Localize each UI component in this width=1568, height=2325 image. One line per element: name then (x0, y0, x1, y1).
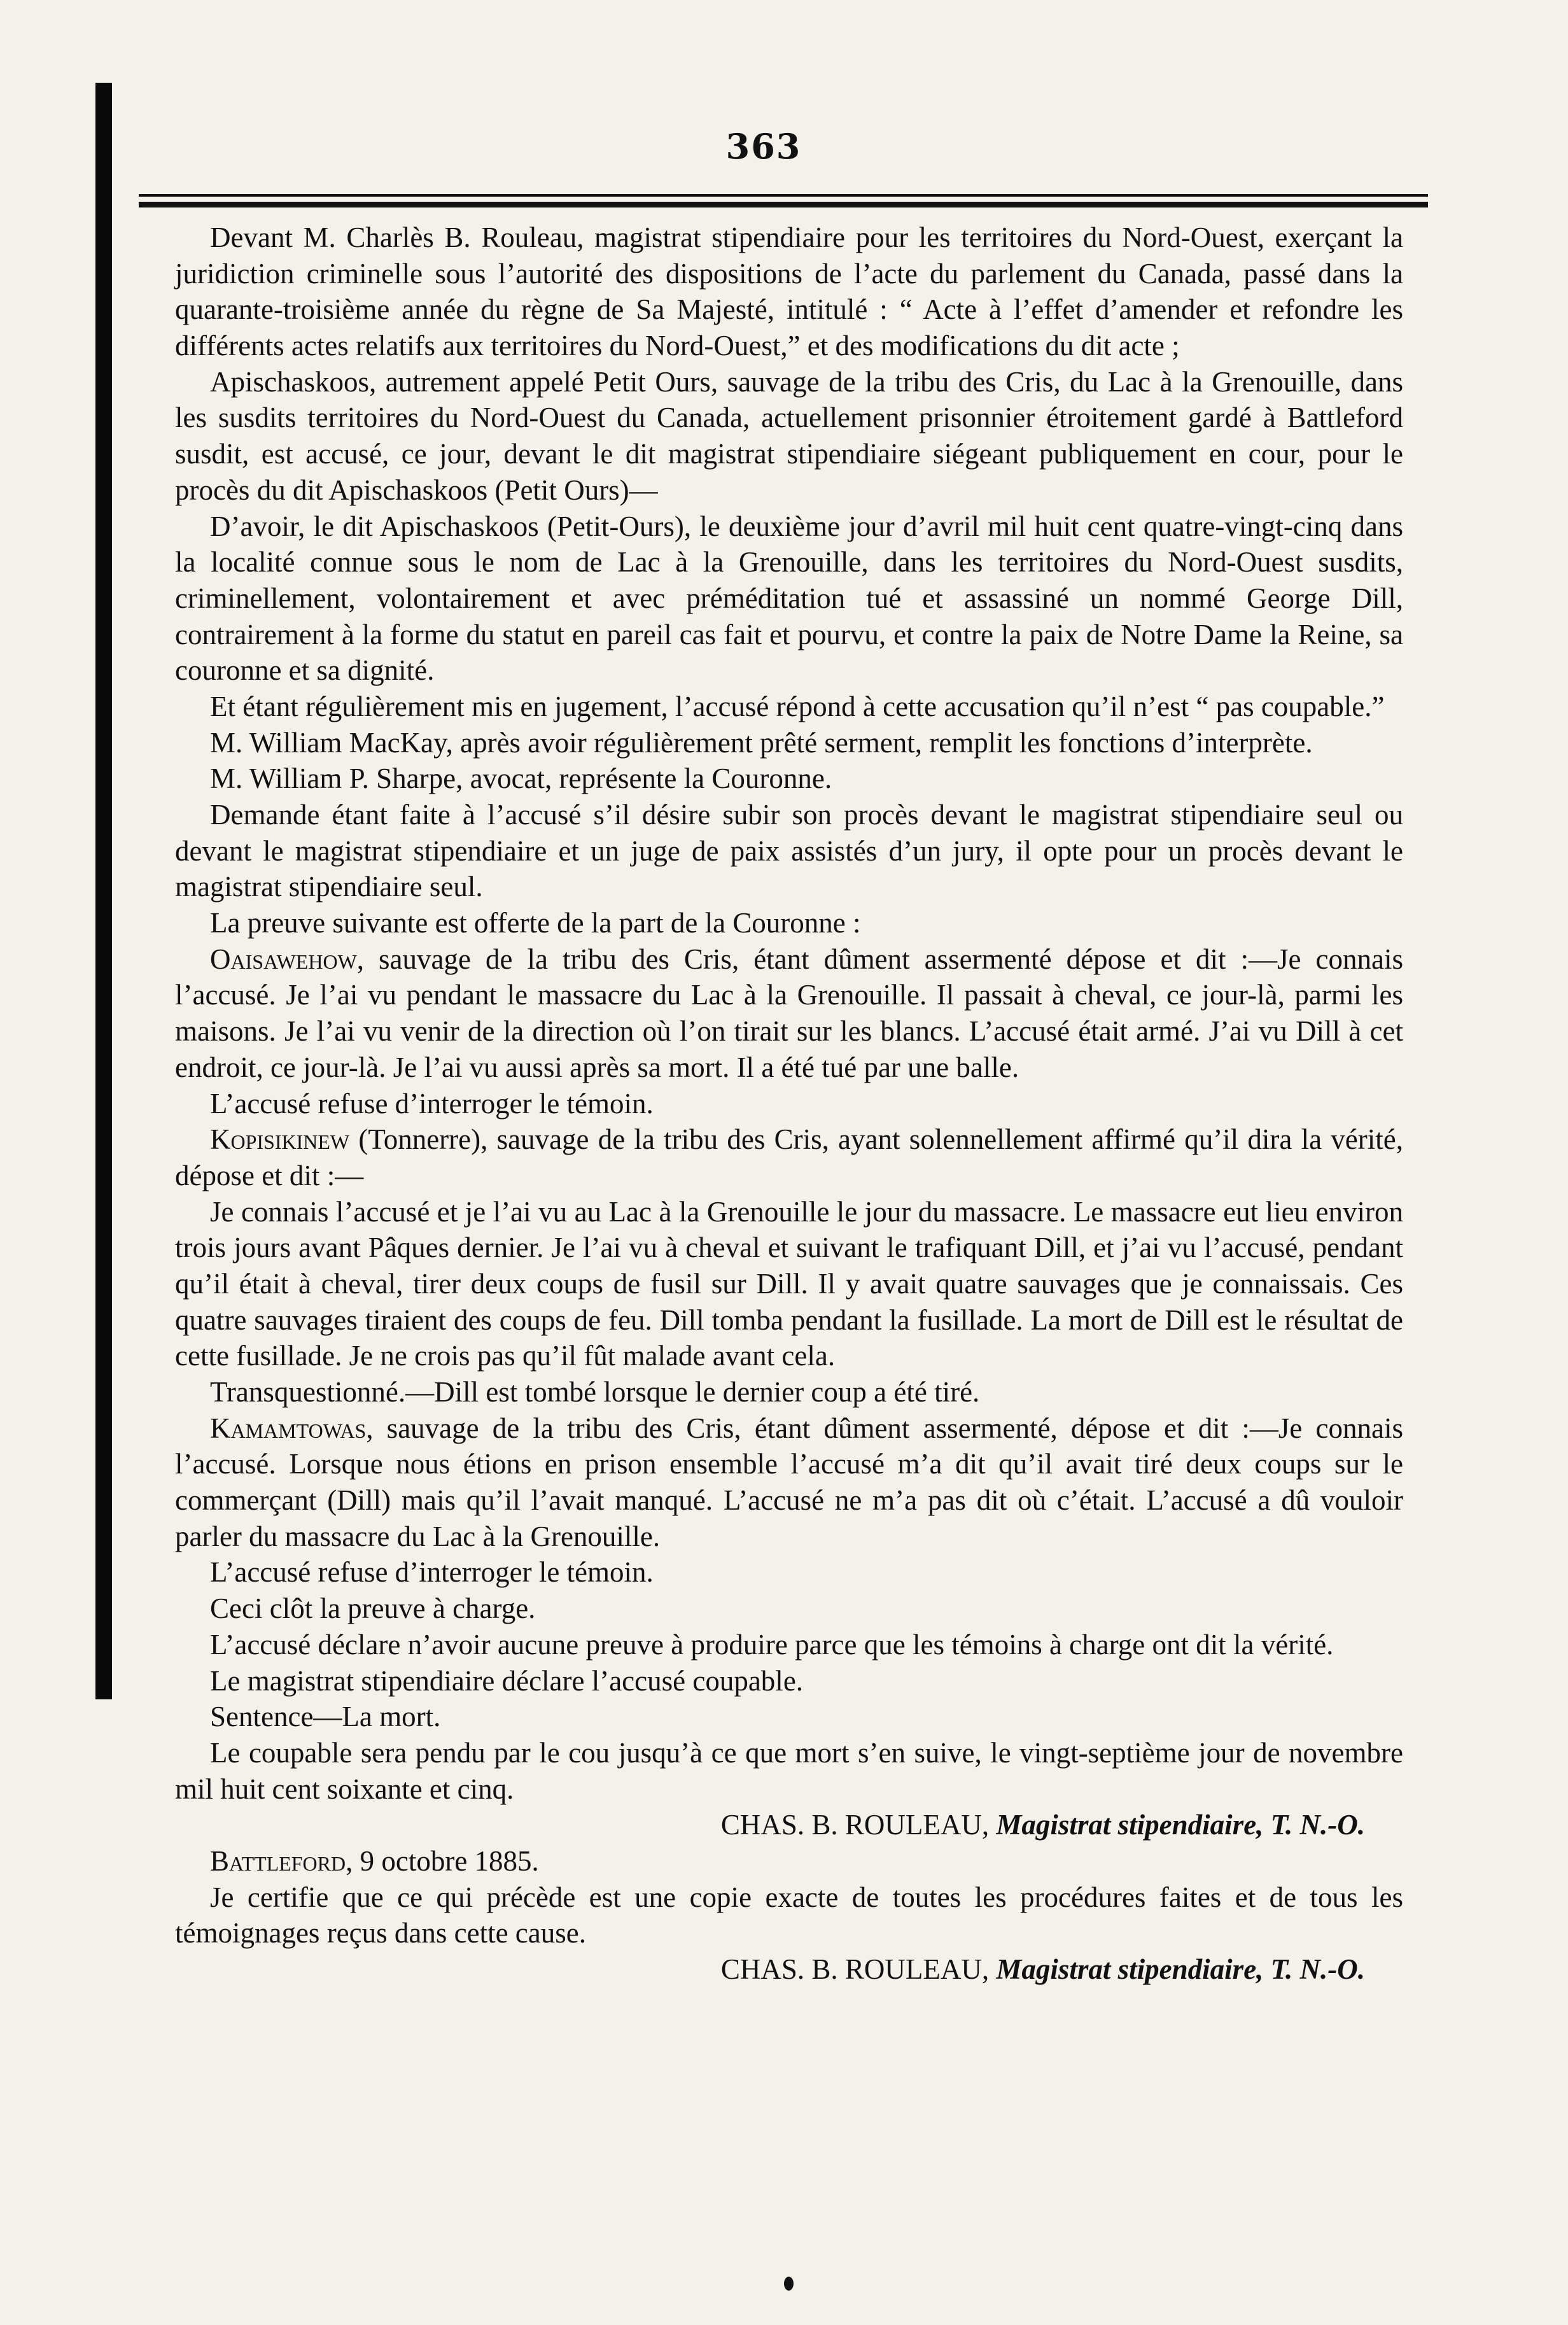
paragraph (175, 725, 1403, 761)
text-run: Je certifie que ce qui précède est une copie exacte de toutes les procédures faites et de tous les témoignages reçus dans cette cause. (175, 1881, 1403, 1949)
text-run: Transquestionné.—Dill est tombé lorsque le dernier coup a été tiré. (210, 1376, 980, 1408)
witness-name: Battleford (210, 1844, 346, 1877)
paragraph (175, 1735, 1403, 1807)
text-run: , sauvage de la tribu des Cris, étant dûment assermenté, dépose et dit :—Je connais l’accusé. Lorsque nous étions en prison ensemble l’accusé m’a dit qu’il avait tiré deux coups sur le commerçant (Dill) mais qu’il l’avait manqué. L’accusé ne m’a pas dit où c’était. L’accusé a dû vouloir parler du massacre du Lac à la Grenouille. (175, 1412, 1403, 1552)
paragraph (175, 1843, 1403, 1879)
paragraph (175, 905, 1403, 941)
ink-dot (784, 2277, 794, 2291)
document-body (175, 220, 1403, 1988)
paragraph (175, 1879, 1403, 1951)
text-run: L’accusé refuse d’interroger le témoin. (210, 1087, 654, 1120)
paragraph (175, 1554, 1403, 1591)
paragraph (175, 1194, 1403, 1374)
text-run: M. William P. Sharpe, avocat, représente la Couronne. (210, 762, 832, 795)
text-run: Sentence—La mort. (210, 1701, 441, 1733)
text-run: CHAS. B. ROULEAU, (720, 1809, 997, 1841)
text-run: Ceci clôt la preuve à charge. (210, 1592, 536, 1625)
paragraph (175, 1410, 1403, 1555)
text-run: Je connais l’accusé et je l’ai vu au Lac à la Grenouille le jour du massacre. Le massacre eut lieu environ trois jours avant Pâques dernier. Je l’ai vu à cheval et suivant le trafiquant Dill, et j’ai vu l’accusé, pendant qu’il était à cheval, tirer deux coups de fusil sur Dill. Il y avait quatre sauvages que je connaissais. Ces quatre sauvages tiraient des coups de feu. Dill tomba pendant la fusillade. La mort de Dill est le résultat de cette fusillade. Je ne crois pas qu’il fût malade avant cela. (175, 1195, 1403, 1372)
paragraph (175, 1374, 1403, 1410)
signature-line (175, 1807, 1403, 1843)
text-run: CHAS. B. ROULEAU, (720, 1953, 997, 1985)
text-run: Devant M. Charlès B. Rouleau, magistrat stipendiaire pour les territoires du Nord-Ouest, exerçant la juridiction criminelle sous l’autorité des dispositions de l’acte du parlement du Canada, passé dans la quarante-troisième année du règne de Sa Majesté, intitulé : “ Acte à l’effet d’amender et refondre les différents actes relatifs aux territoires du Nord-Ouest,” et des modifications du dit acte ; (175, 221, 1403, 362)
paragraph (175, 1086, 1403, 1122)
paragraph (175, 761, 1403, 797)
text-run: , 9 octobre 1885. (346, 1844, 539, 1877)
paragraph (175, 1627, 1403, 1663)
paragraph (175, 797, 1403, 905)
text-run: , sauvage de la tribu des Cris, étant dûment assermenté dépose et dit :—Je connais l’accusé. Je l’ai vu pendant le massacre du Lac à la Grenouille. Il passait à cheval, ce jour-là, parmi les maisons. Je l’ai vu venir de la direction où l’on tirait sur les blancs. L’accusé était armé. J’ai vu Dill à cet endroit, ce jour-là. Je l’ai vu aussi après sa mort. Il a été tué par une balle. (175, 943, 1403, 1083)
witness-name: Kopisikinew (210, 1123, 350, 1156)
text-run: Magistrat stipendiaire, T. N.-O. (996, 1953, 1365, 1985)
paragraph (175, 941, 1403, 1086)
text-run: Magistrat stipendiaire, T. N.-O. (996, 1809, 1365, 1841)
paragraph (175, 1699, 1403, 1735)
page-number: 363 (725, 126, 802, 167)
text-run: L’accusé déclare n’avoir aucune preuve à produire parce que les témoins à charge ont dit la vérité. (210, 1628, 1334, 1661)
paragraph (175, 364, 1403, 509)
text-run: Le magistrat stipendiaire déclare l’accusé coupable. (210, 1664, 804, 1697)
witness-name: Oaisawehow (210, 943, 357, 975)
header-rule-thin (139, 194, 1428, 197)
header-rule-thick (139, 202, 1428, 207)
text-run: D’avoir, le dit Apischaskoos (Petit-Ours), le deuxième jour d’avril mil huit cent quatre-vingt-cinq dans la localité connue sous le nom de Lac à la Grenouille, dans les territoires du Nord-Ouest susdits, criminellement, volontairement et avec préméditation tué et assassiné un nommé George Dill, contrairement à la forme du statut en pareil cas fait et pourvu, et contre la paix de Notre Dame la Reine, sa couronne et sa dignité. (175, 510, 1403, 687)
text-run: La preuve suivante est offerte de la part de la Couronne : (210, 907, 861, 939)
text-run: Et étant régulièrement mis en jugement, l’accusé répond à cette accusation qu’il n’est “ pas coupable.” (210, 690, 1385, 722)
paragraph (175, 1121, 1403, 1193)
paragraph (175, 1663, 1403, 1699)
text-run: M. William MacKay, après avoir régulièrement prêté serment, remplit les fonctions d’interprète. (210, 726, 1313, 759)
paragraph (175, 689, 1403, 725)
text-run: Le coupable sera pendu par le cou jusqu’à ce que mort s’en suive, le vingt-septième jour de novembre mil huit cent soixante et cinq. (175, 1736, 1403, 1805)
witness-name: Kamamtowas (210, 1412, 367, 1444)
text-run: (Tonnerre), sauvage de la tribu des Cris, ayant solennellement affirmé qu’il dira la vérité, dépose et dit :— (175, 1123, 1403, 1191)
signature-line (175, 1951, 1403, 1988)
text-run: Apischaskoos, autrement appelé Petit Ours, sauvage de la tribu des Cris, du Lac à la Grenouille, dans les susdits territoires du Nord-Ouest du Canada, actuellement prisonnier étroitement gardé à Battleford susdit, est accusé, ce jour, devant le dit magistrat stipendiaire siégeant publiquement en cour, pour le procès du dit Apischaskoos (Petit Ours)— (175, 365, 1403, 506)
text-run: L’accusé refuse d’interroger le témoin. (210, 1556, 654, 1589)
margin-bar (95, 83, 112, 1699)
paragraph (175, 509, 1403, 689)
text-run: Demande étant faite à l’accusé s’il désire subir son procès devant le magistrat stipendiaire seul ou devant le magistrat stipendiaire et un juge de paix assistés d’un jury, il opte pour un procès devant le magistrat stipendiaire seul. (175, 799, 1403, 903)
paragraph (175, 220, 1403, 364)
paragraph (175, 1591, 1403, 1627)
